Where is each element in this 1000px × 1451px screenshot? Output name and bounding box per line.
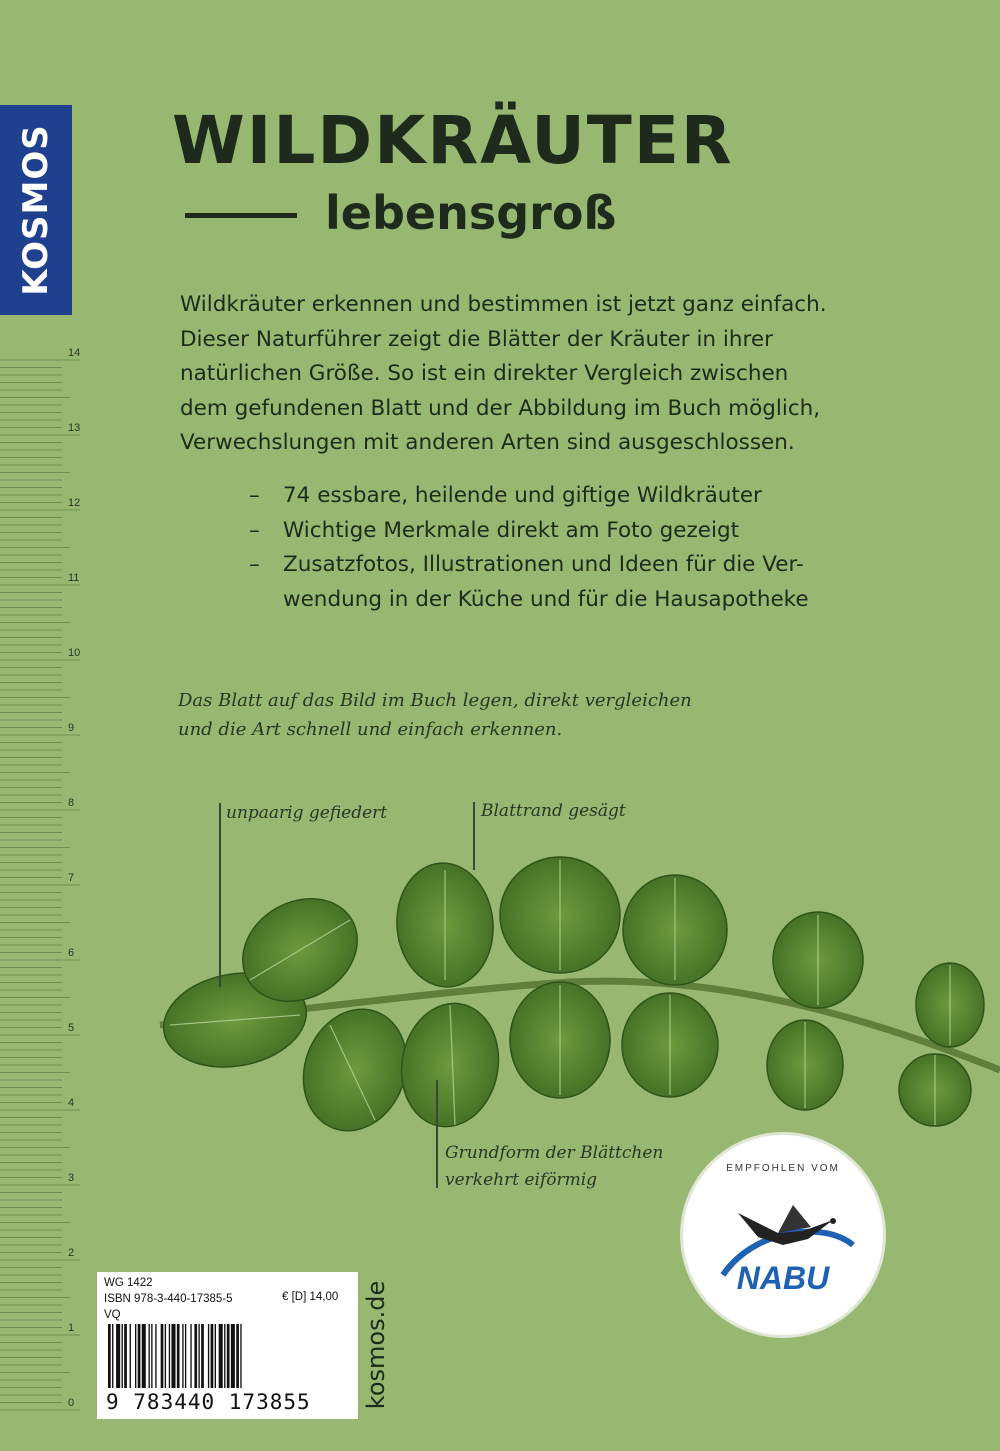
bullet-dash: – — [249, 483, 260, 508]
barcode-bar — [165, 1324, 166, 1388]
ruler-label: 14 — [68, 347, 81, 359]
barcode-bar — [124, 1324, 127, 1388]
product-code: WG 1422 — [104, 1277, 153, 1289]
barcode-bar — [201, 1324, 204, 1388]
book-subtitle: lebensgroß — [325, 186, 617, 240]
stork-icon — [683, 1135, 883, 1335]
barcode-box — [97, 1272, 358, 1419]
barcode-bar — [161, 1324, 164, 1388]
feature-text: 74 essbare, heilende und giftige Wildkräuter — [283, 483, 762, 508]
intro-line: Verwechslungen mit anderen Arten sind ausgeschlossen. — [180, 430, 795, 455]
bullet-dash: – — [249, 517, 260, 543]
barcode-bar — [169, 1324, 170, 1388]
ruler-label: 3 — [68, 1172, 75, 1184]
barcode-bar — [138, 1324, 141, 1388]
ruler-label: 12 — [68, 497, 81, 509]
annotation-line: verkehrt eiförmig — [445, 1170, 598, 1190]
website: kosmos.de — [362, 1280, 390, 1410]
barcode-bar — [155, 1324, 156, 1388]
book-title: WILDKRÄUTER — [172, 102, 734, 179]
annotation-shape — [445, 1140, 663, 1194]
intro-line: natürlichen Größe. So ist ein direkter Vergleich zwischen — [180, 361, 789, 386]
leaf-photo — [150, 840, 1000, 1140]
barcode-bar — [122, 1324, 123, 1388]
ruler-label: 6 — [68, 947, 75, 959]
caption-line: und die Art schnell und einfach erkennen. — [178, 719, 563, 740]
barcode-bar — [194, 1324, 197, 1388]
barcode-bar — [171, 1324, 175, 1388]
ruler-label: 5 — [68, 1022, 75, 1034]
ruler-label: 4 — [68, 1097, 75, 1109]
barcode-number: 9 783440 173855 — [106, 1390, 311, 1414]
product-extra: VQ — [104, 1309, 121, 1321]
ruler-label: 8 — [68, 797, 75, 809]
intro-line: Dieser Naturführer zeigt die Blätter der Kräuter in ihrer — [180, 326, 773, 352]
bullet-dash: – — [249, 552, 260, 577]
barcode-bar — [211, 1324, 214, 1388]
feature-text: wendung in der Küche und für die Hausapotheke — [283, 586, 809, 612]
publisher-tab — [0, 105, 72, 315]
annotation-margin: Blattrand gesägt — [481, 801, 626, 821]
intro-line: dem gefundenen Blatt und der Abbildung im Buch möglich, — [180, 395, 821, 421]
barcode-bar — [240, 1324, 241, 1388]
barcode-bar — [116, 1324, 120, 1388]
barcode-bar — [130, 1324, 131, 1388]
barcode-bar — [177, 1324, 180, 1388]
feature-item — [249, 479, 809, 514]
badge-name: NABU — [736, 1260, 830, 1296]
barcode-bar — [135, 1324, 136, 1388]
annotation-pointer — [436, 1080, 438, 1188]
annotation-line: Grundform der Blättchen — [445, 1143, 664, 1163]
barcode-bar — [182, 1324, 183, 1388]
ruler-label: 2 — [68, 1247, 75, 1259]
badge-top-text: EMPFOHLEN VOM — [726, 1163, 840, 1174]
intro-line: Wildkräuter erkennen und bestimmen ist jetzt ganz einfach. — [180, 292, 827, 317]
ruler-label: 10 — [68, 647, 81, 659]
nabu-badge — [683, 1135, 883, 1335]
ruler-label: 7 — [68, 872, 75, 884]
barcode-bar — [208, 1324, 209, 1388]
barcode-bar — [224, 1324, 225, 1388]
barcode-bar — [219, 1324, 223, 1388]
ruler-label: 1 — [68, 1322, 75, 1334]
barcode-bar — [227, 1324, 230, 1388]
ruler-label: 13 — [68, 422, 81, 434]
price: € [D] 14,00 — [282, 1291, 339, 1303]
barcode-bar — [190, 1324, 191, 1388]
feature-item — [249, 514, 809, 549]
intro-text — [180, 288, 860, 461]
barcode-bar — [112, 1324, 113, 1388]
barcode-bar — [185, 1324, 186, 1388]
barcode-bar — [142, 1324, 146, 1388]
barcode-bar — [236, 1324, 239, 1388]
barcode-meta — [104, 1275, 233, 1323]
feature-text: Zusatzfotos, Illustrationen und Ideen für die Ver- — [283, 552, 804, 577]
barcode-bar — [108, 1324, 111, 1388]
photo-caption — [178, 686, 692, 744]
annotation-pointer — [473, 802, 475, 870]
subtitle-rule — [185, 213, 297, 218]
ruler-label: 11 — [68, 572, 80, 584]
feature-item — [249, 548, 809, 617]
barcode-bar — [231, 1324, 235, 1388]
publisher-name: KOSMOS — [16, 124, 56, 296]
feature-list — [249, 479, 809, 617]
isbn: ISBN 978-3-440-17385-5 — [104, 1293, 233, 1305]
barcode-bar — [215, 1324, 216, 1388]
ruler-label: 9 — [68, 722, 75, 734]
ruler-label: 0 — [68, 1397, 75, 1409]
caption-line: Das Blatt auf das Bild im Buch legen, direkt vergleichen — [178, 690, 692, 711]
barcode-image — [106, 1324, 352, 1394]
barcode-bar — [149, 1324, 150, 1388]
feature-text: Wichtige Merkmale direkt am Foto gezeigt — [283, 517, 740, 543]
annotation-pointer — [219, 803, 221, 987]
barcode-bar — [198, 1324, 199, 1388]
annotation-pinnate: unpaarig gefiedert — [226, 803, 388, 823]
barcode-bar — [151, 1324, 152, 1388]
